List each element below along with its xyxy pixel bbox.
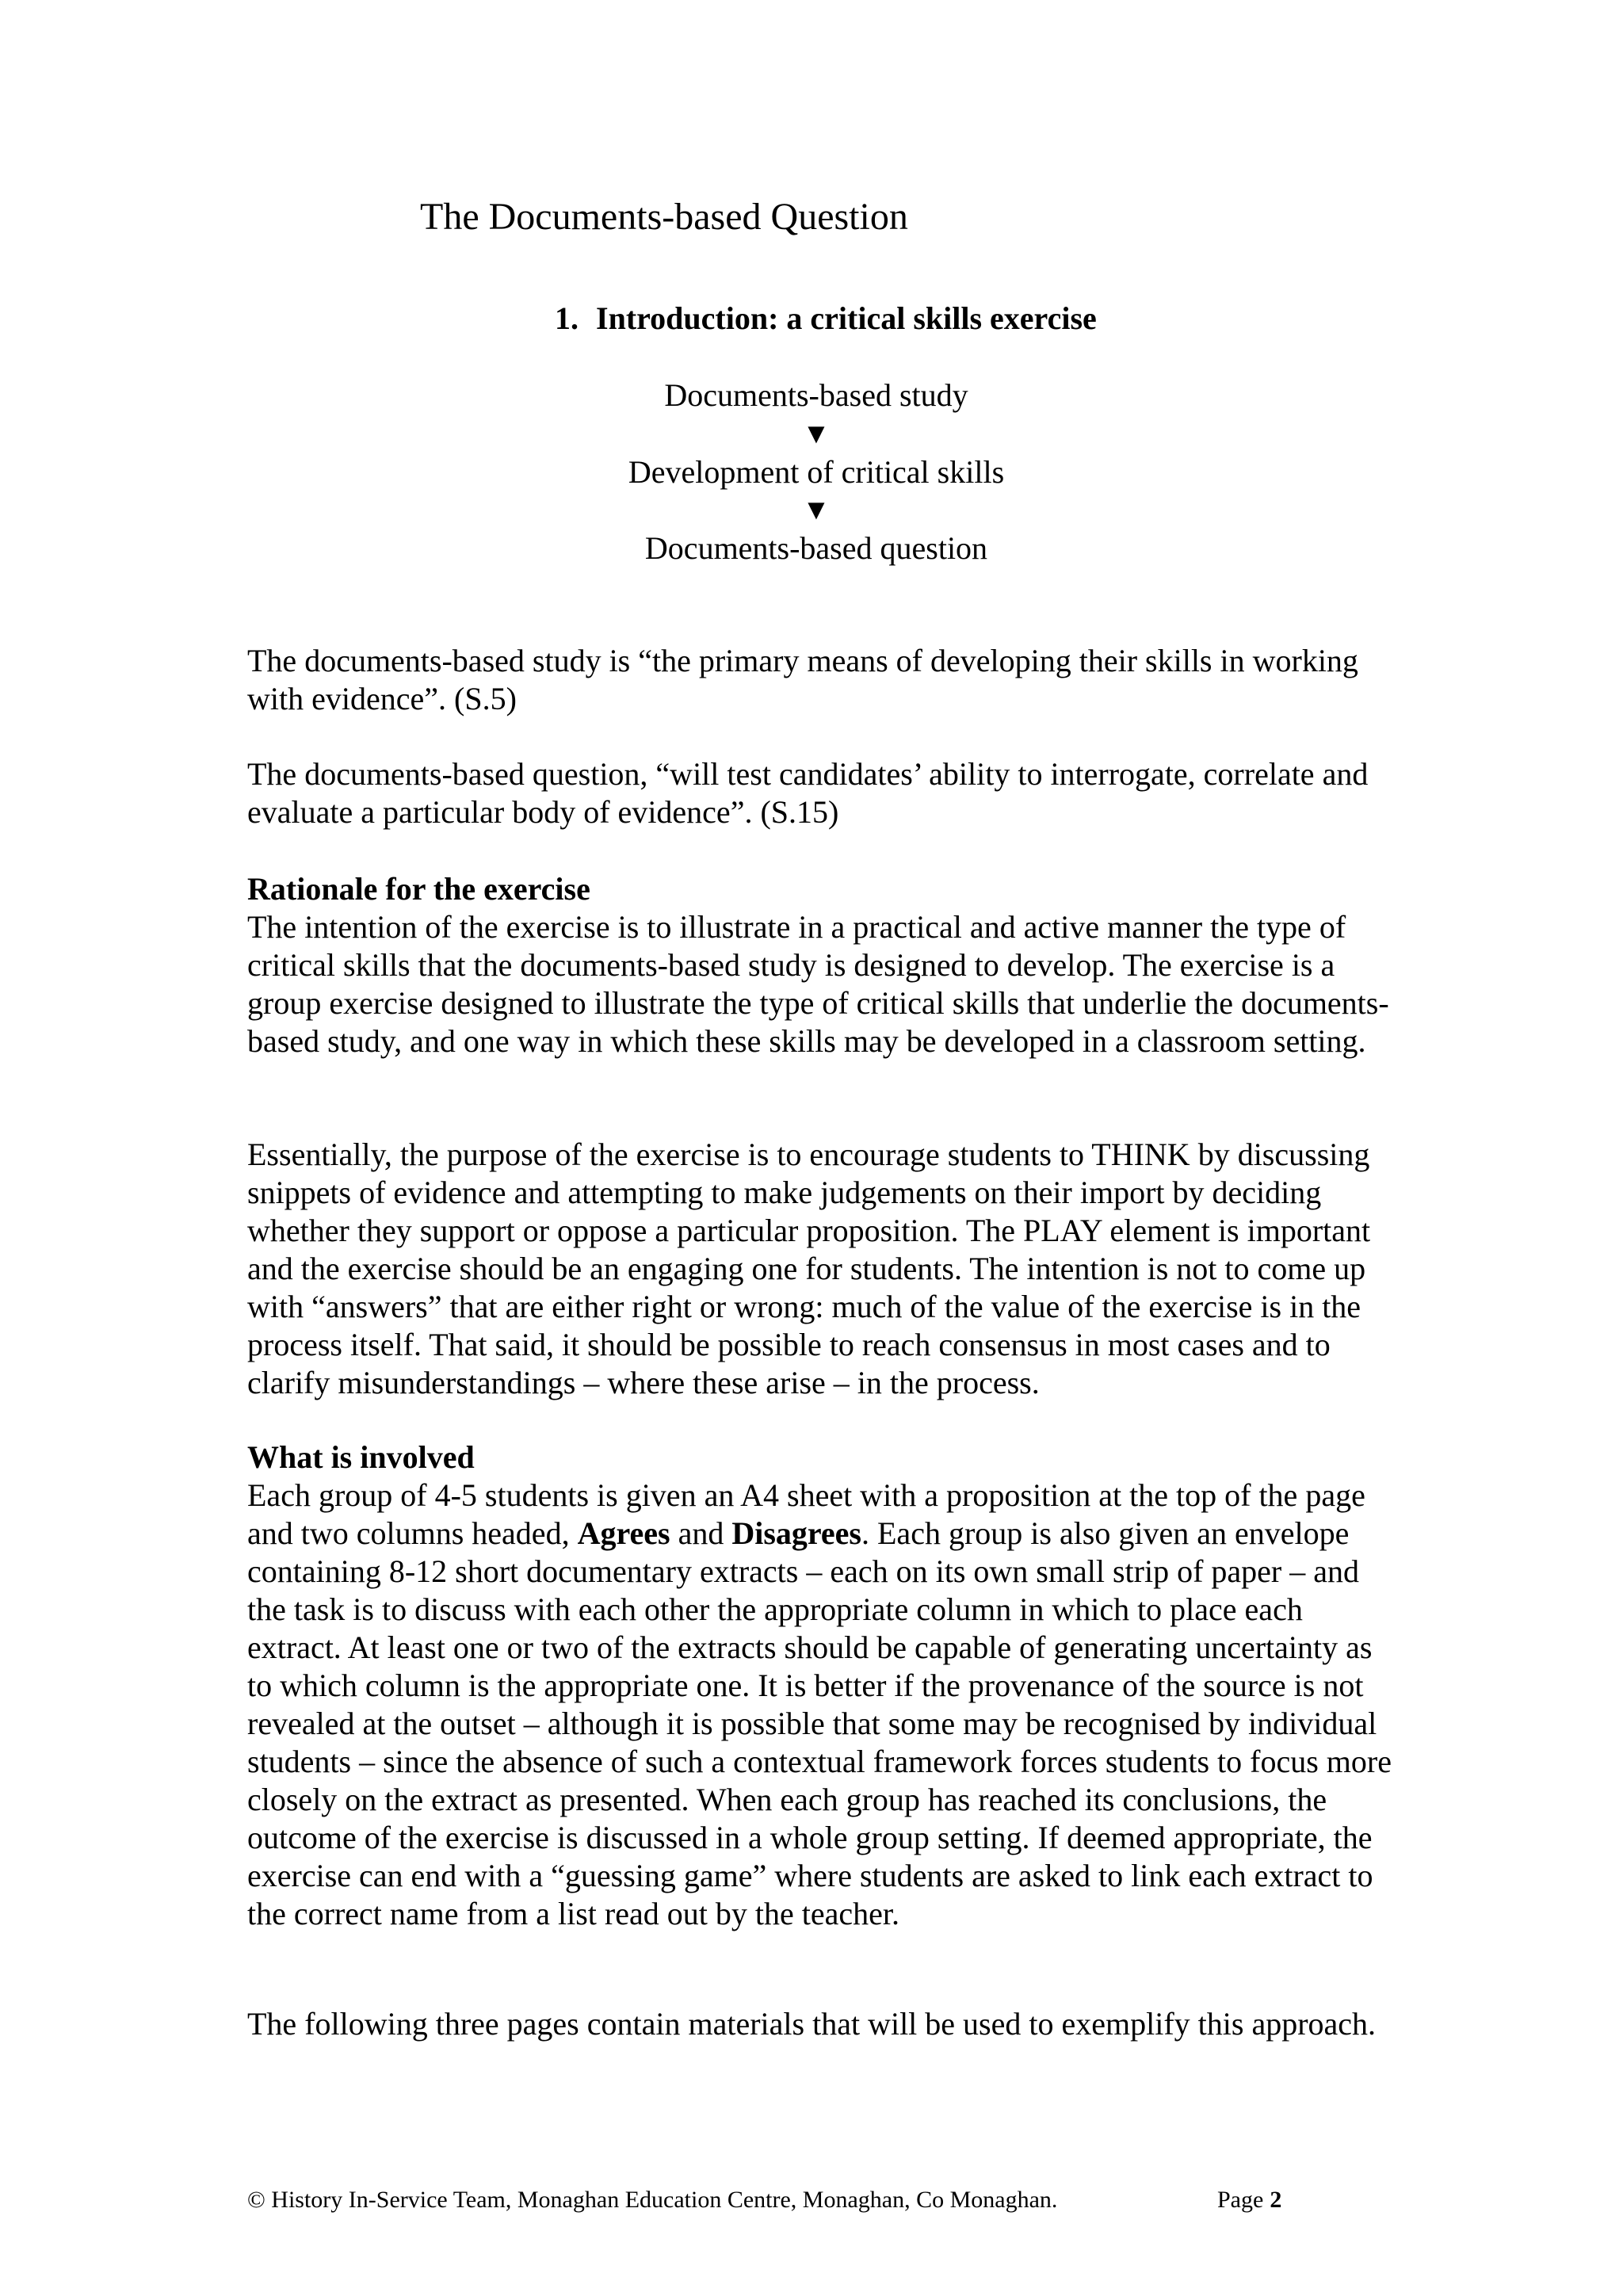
down-arrow-icon: ▼ [802,494,831,525]
involved-heading: What is involved [247,1439,475,1475]
flow-step-documents-question: Documents-based question [644,530,988,566]
page-title: The Documents-based Question [420,196,908,238]
footer-copyright: © History In-Service Team, Monaghan Education Centre, Monaghan, Co Monaghan. [247,2187,1058,2213]
flow-step-critical-skills: Development of critical skills [628,454,1005,490]
disagrees-label: Disagrees [731,1515,861,1551]
section-rationale [247,870,1404,1060]
paragraph-purpose: Essentially, the purpose of the exercise is to encourage students to THINK by discussing snippets of evidence and attempting to make judgements on their import by deciding whether they support or oppose a particular proposition. The PLAY element is important and the exercise should be an engaging one for students. The intention is not to come up with “answers” that are either right or wrong: much of the value of the exercise is in the process itself. That said, it should be possible to reach consensus in most cases and to clarify misunderstandings – where these arise – in the process. [247,1137,1371,1400]
rationale-heading: Rationale for the exercise [247,871,590,907]
footer-page-number [1217,2185,1281,2215]
down-arrow-icon: ▼ [802,418,831,449]
rationale-text: The intention of the exercise is to illustrate in a practical and active manner the type of critical skills that the documents-based study is designed to develop. The exercise is a group exercise designed to illustrate the type of critical skills that underlie the documents-based study, and one way in which these skills may be developed in a classroom setting. [247,909,1389,1059]
paragraph-primary-means: The documents-based study is “the primary means of developing their skills in working with evidence”. (S.5) [247,643,1358,716]
page-number: 2 [1270,2187,1282,2213]
section-heading-text: Introduction: a critical skills exercise [596,300,1097,336]
section-what-is-involved [247,1438,1404,1933]
agrees-label: Agrees [577,1515,670,1551]
involved-and: and [670,1515,732,1551]
involved-text-part2: . Each group is also given an envelope containing 8-12 short documentary extracts – each on its own small strip of paper – and the task is to discuss with each other the appropriate column in which to place each extract. At least one or two of the extracts should be capable of generating uncertainty as to which column is the appropriate one. It is better if the provenance of the source is not revealed at the outset – although it is possible that some may be recognised by individual students – since the absence of such a contextual framework forces students to focus more closely on the extract as presented. When each group has reached its conclusions, the outcome of the exercise is discussed in a whole group setting. If deemed appropriate, the exercise can end with a “guessing game” where students are asked to link each extract to the correct name from a list read out by the teacher. [247,1515,1392,1931]
section-heading [555,298,1097,339]
involved-text-part1: Each group of 4-5 students is given an A4 sheet with a proposition at the top of the page and two columns headed, [247,1477,1365,1551]
paragraph-following-pages: The following three pages contain materials that will be used to exemplify this approach. [247,2006,1377,2042]
flow-step-documents-study: Documents-based study [664,377,968,413]
paragraph-test-candidates: The documents-based question, “will test candidates’ ability to interrogate, correlate and evaluate a particular body of evidence”. (S.15) [247,756,1369,830]
page-label: Page [1217,2187,1264,2213]
section-number: 1. [555,300,579,336]
